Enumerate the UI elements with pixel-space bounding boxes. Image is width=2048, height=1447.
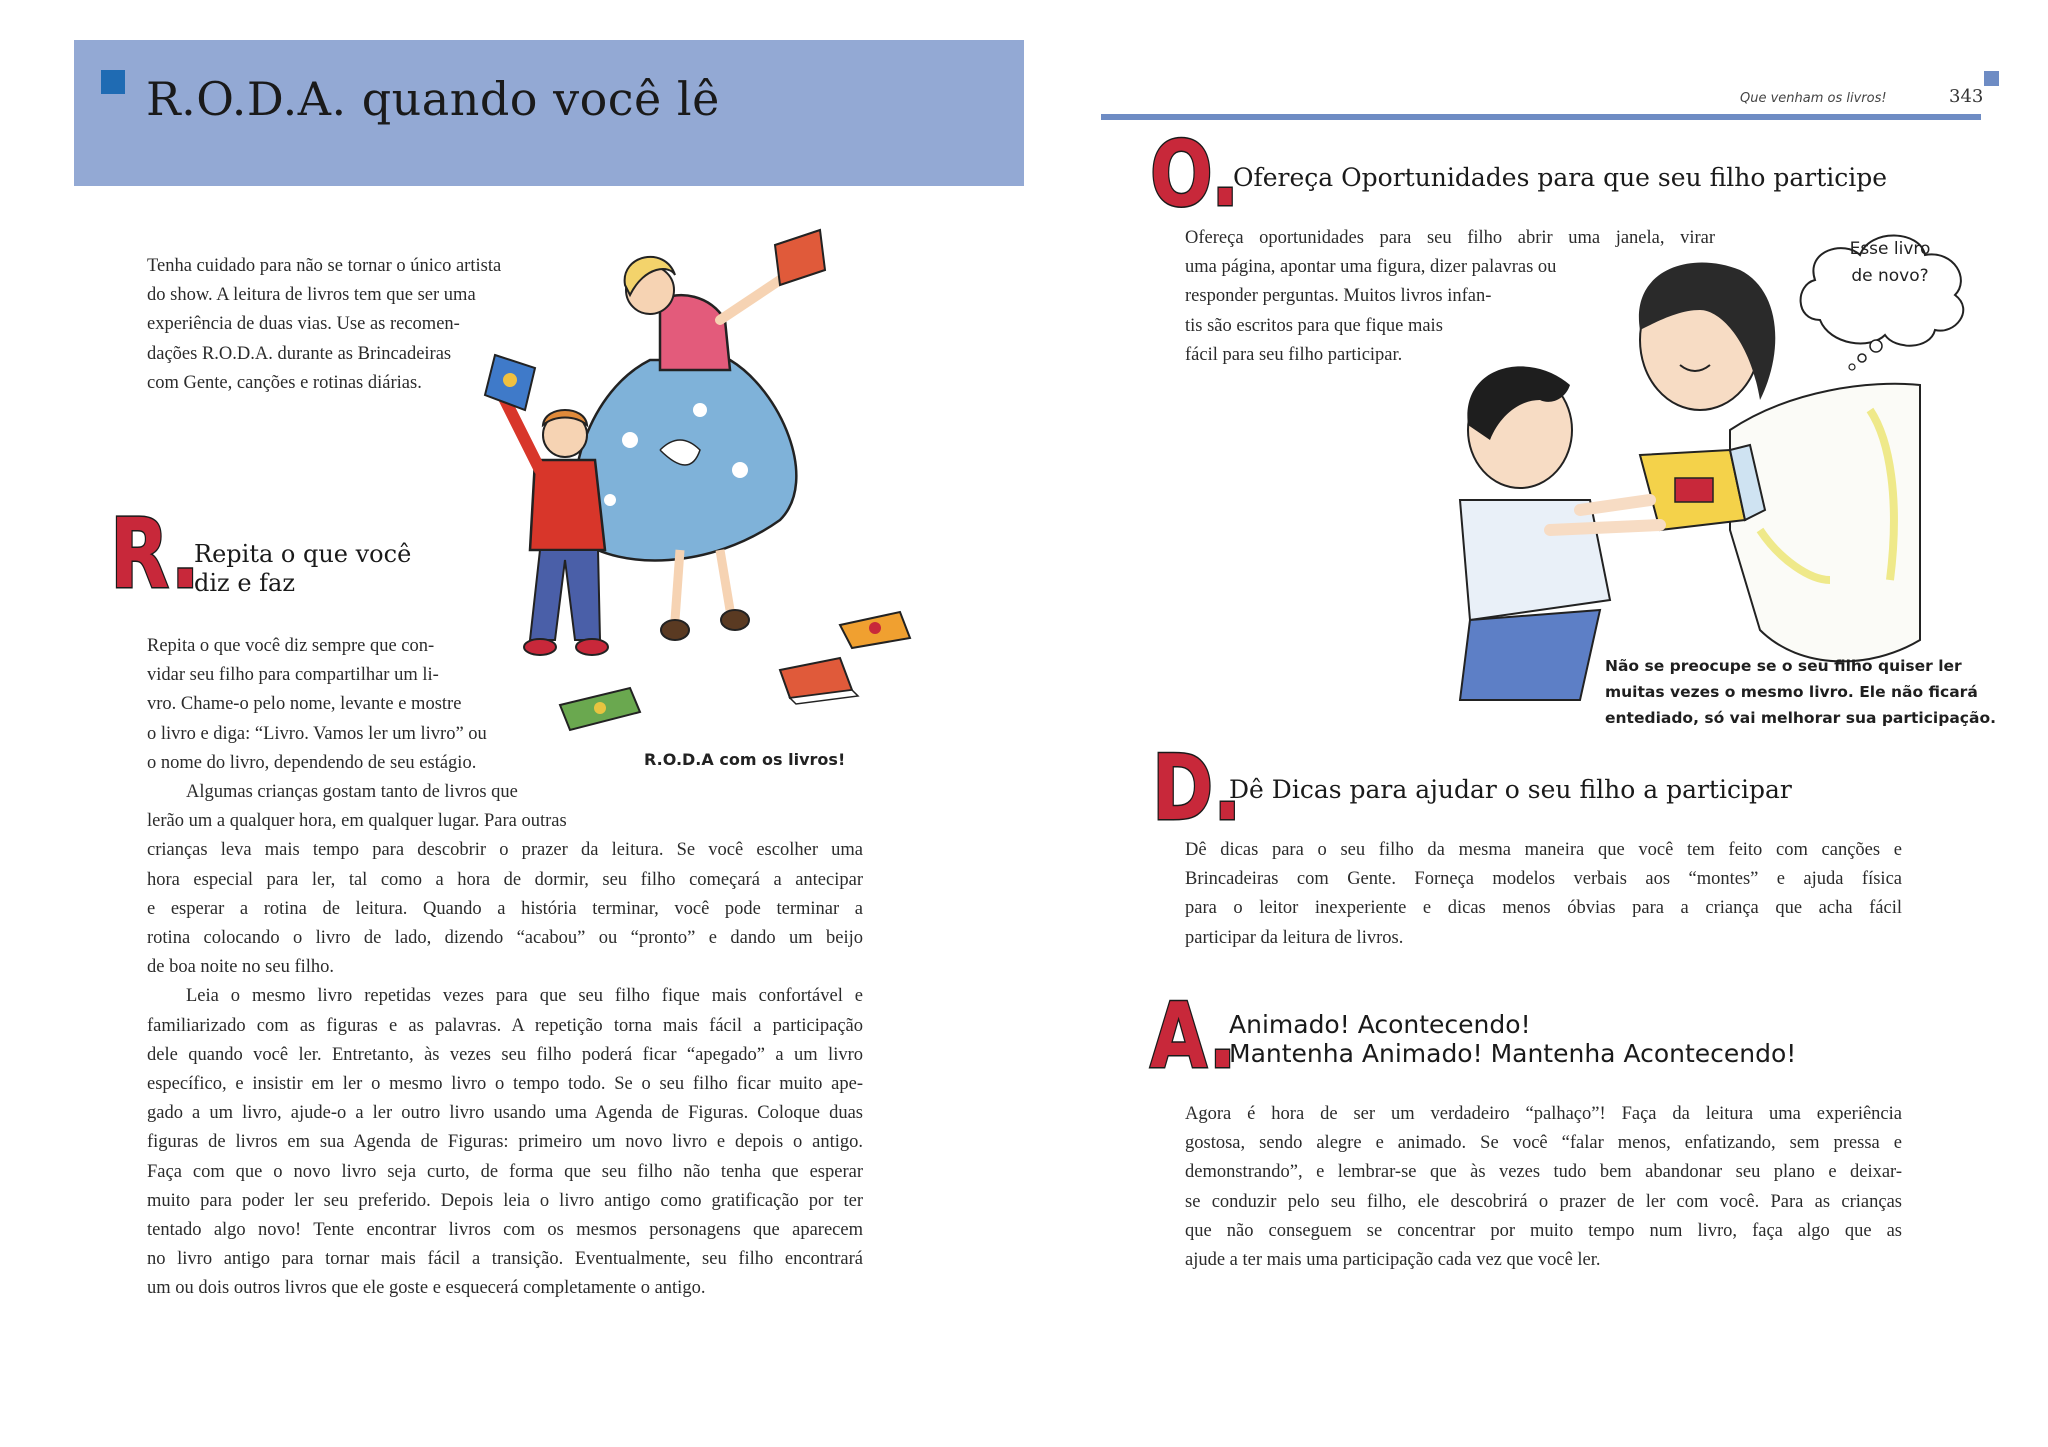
text-line: para o leitor inexperiente e dicas menos óbvias para a criança que acha fácil — [1185, 898, 1902, 919]
text-line: vidar seu filho para compartilhar um li- — [147, 665, 439, 686]
text-line: gado a um livro, ajude-o a ler outro livro usando uma Agenda de Figuras. Coloque duas — [147, 1103, 863, 1124]
text-line: e esperar a rotina de leitura. Quando a história terminar, você pode terminar a — [147, 898, 863, 919]
section-d-paragraph — [1185, 836, 1902, 953]
text-line: familiarizado com as figuras e as palavras. A repetição torna mais fácil a participação — [147, 1015, 863, 1036]
text-line: no livro antigo para tornar mais fácil a transição. Eventualmente, seu filho encontrará — [147, 1249, 863, 1270]
heading-line: Mantenha Animado! Mantenha Acontecendo! — [1229, 1039, 1797, 1068]
bubble-line: Esse livro — [1849, 239, 1931, 259]
text-line: Tenha cuidado para não se tornar o único artista — [147, 256, 502, 276]
section-heading-o: Ofereça Oportunidades para que seu filho participe — [1233, 163, 1888, 192]
text-line: uma página, apontar uma figura, dizer palavras ou — [1185, 257, 1557, 278]
section-heading-d: Dê Dicas para ajudar o seu filho a participar — [1229, 775, 1792, 804]
chapter-title: R.O.D.A. quando você lê — [146, 72, 720, 126]
text-line: experiência de duas vias. Use as recomen- — [147, 314, 460, 335]
running-head-rule — [1101, 114, 1981, 120]
text-line: se conduzir pelo seu filho, ele descobrirá o prazer de ler com você. Para as crianças — [1185, 1191, 1902, 1212]
section-r-paragraph — [147, 632, 863, 1304]
text-line: dações R.O.D.A. durante as Brincadeiras — [147, 343, 452, 364]
caption-line: Não se preocupe se o seu filho quiser ler — [1605, 657, 1962, 675]
text-line: Agora é hora de ser um verdadeiro “palhaço”! Faça da leitura uma experiência — [1185, 1104, 1902, 1124]
section-heading-a — [1229, 1010, 1796, 1068]
section-letter-r: R. — [110, 498, 200, 610]
text-line: Ofereça oportunidades para seu filho abrir uma janela, virar — [1185, 228, 1715, 248]
thought-bubble-text — [1845, 236, 1935, 290]
text-line: gostosa, sendo alegre e animado. Se você “falar menos, enfatizando, sem pressa e — [1185, 1133, 1902, 1154]
text-line: tentado algo novo! Tente encontrar livros com os mesmos personagens que aparecem — [147, 1220, 863, 1241]
text-line: que não conseguem se concentrar por muito tempo num livro, faça algo que as — [1185, 1220, 1902, 1241]
text-line: um ou dois outros livros que ele goste e esquecerá completamente o antigo. — [147, 1278, 706, 1299]
text-line: rotina colocando o livro de lado, dizendo “acabou” ou “pronto” e dando um beijo — [147, 928, 863, 949]
text-line: Dê dicas para o seu filho da mesma maneira que você tem feito com canções e — [1185, 840, 1902, 860]
text-line: o livro e diga: “Livro. Vamos ler um livro” ou — [147, 723, 487, 744]
text-line: figuras de livros em sua Agenda de Figuras: primeiro um novo livro e depois o antigo. — [147, 1132, 863, 1153]
section-letter-o: O. — [1150, 122, 1240, 227]
caption-line: entediado, só vai melhorar sua participação. — [1605, 709, 1996, 727]
text-line: vro. Chame-o pelo nome, levante e mostre — [147, 694, 462, 715]
text-line: com Gente, canções e rotinas diárias. — [147, 372, 422, 393]
text-line: crianças leva mais tempo para descobrir o prazer da leitura. Se você escolher uma — [147, 840, 863, 861]
text-line: Brincadeiras com Gente. Forneça modelos verbais aos “montes” e ajuda física — [1185, 869, 1902, 890]
text-line: específico, e insistir em ler o mesmo livro o tempo todo. Se o seu filho ficar muito ape- — [147, 1074, 863, 1095]
heading-line: Repita o que você — [194, 540, 412, 568]
text-line: do show. A leitura de livros tem que ser uma — [147, 285, 476, 306]
caption-line: muitas vezes o mesmo livro. Ele não ficará — [1605, 683, 1978, 701]
text-line: Faça com que o novo livro seja curto, de forma que seu filho não tenha que esperar — [147, 1161, 863, 1182]
illustration-caption: R.O.D.A com os livros! — [644, 750, 846, 769]
text-line: tis são escritos para que fique mais — [1185, 315, 1443, 336]
heading-line: diz e faz — [194, 569, 295, 597]
text-line: o nome do livro, dependendo de seu estágio. — [147, 752, 477, 773]
text-line: lerão um a qualquer hora, em qualquer lugar. Para outras — [147, 811, 567, 832]
book-in-hand-icon — [775, 230, 825, 285]
book-held-by-child-icon — [485, 355, 535, 410]
text-line: demonstrando”, e lembrar-se que às vezes tudo bem abandonar seu plano e deixar- — [1185, 1162, 1902, 1183]
illustration-caption — [1605, 653, 1996, 731]
text-line: participar da leitura de livros. — [1185, 927, 1404, 948]
running-head: Que venham os livros! — [1740, 91, 1887, 106]
text-line: de boa noite no seu filho. — [147, 957, 335, 978]
bubble-line: de novo? — [1851, 266, 1929, 286]
text-line: fácil para seu filho participar. — [1185, 344, 1403, 365]
text-line: responder perguntas. Muitos livros infan- — [1185, 286, 1492, 307]
text-line: Algumas crianças gostam tanto de livros que — [186, 782, 518, 803]
text-line: dele quando você ler. Entretanto, às vezes seu filho poderá ficar “apegado” a um livro — [147, 1044, 863, 1065]
text-line: muito para poder ler seu preferido. Depois leia o livro antigo como gratificação por ter — [147, 1190, 863, 1211]
section-letter-a: A. — [1150, 984, 1237, 1089]
section-letter-d: D. — [1152, 736, 1242, 841]
section-a-paragraph — [1185, 1100, 1902, 1275]
title-square-marker — [101, 70, 125, 94]
text-line: ajude a ter mais uma participação cada vez que você ler. — [1185, 1250, 1601, 1271]
text-line: Repita o que você diz sempre que con- — [147, 636, 435, 656]
text-line: hora especial para ler, tal como a hora de dormir, seu filho começará a antecipar — [147, 869, 863, 890]
section-heading-r — [194, 540, 411, 598]
pop-up-book-icon — [1640, 445, 1765, 530]
page-number: 343 — [1949, 86, 1984, 107]
heading-line: Animado! Acontecendo! — [1229, 1010, 1531, 1039]
text-line: Leia o mesmo livro repetidas vezes para que seu filho fique mais confortável e — [186, 986, 863, 1007]
running-head-square-marker — [1984, 71, 1999, 86]
